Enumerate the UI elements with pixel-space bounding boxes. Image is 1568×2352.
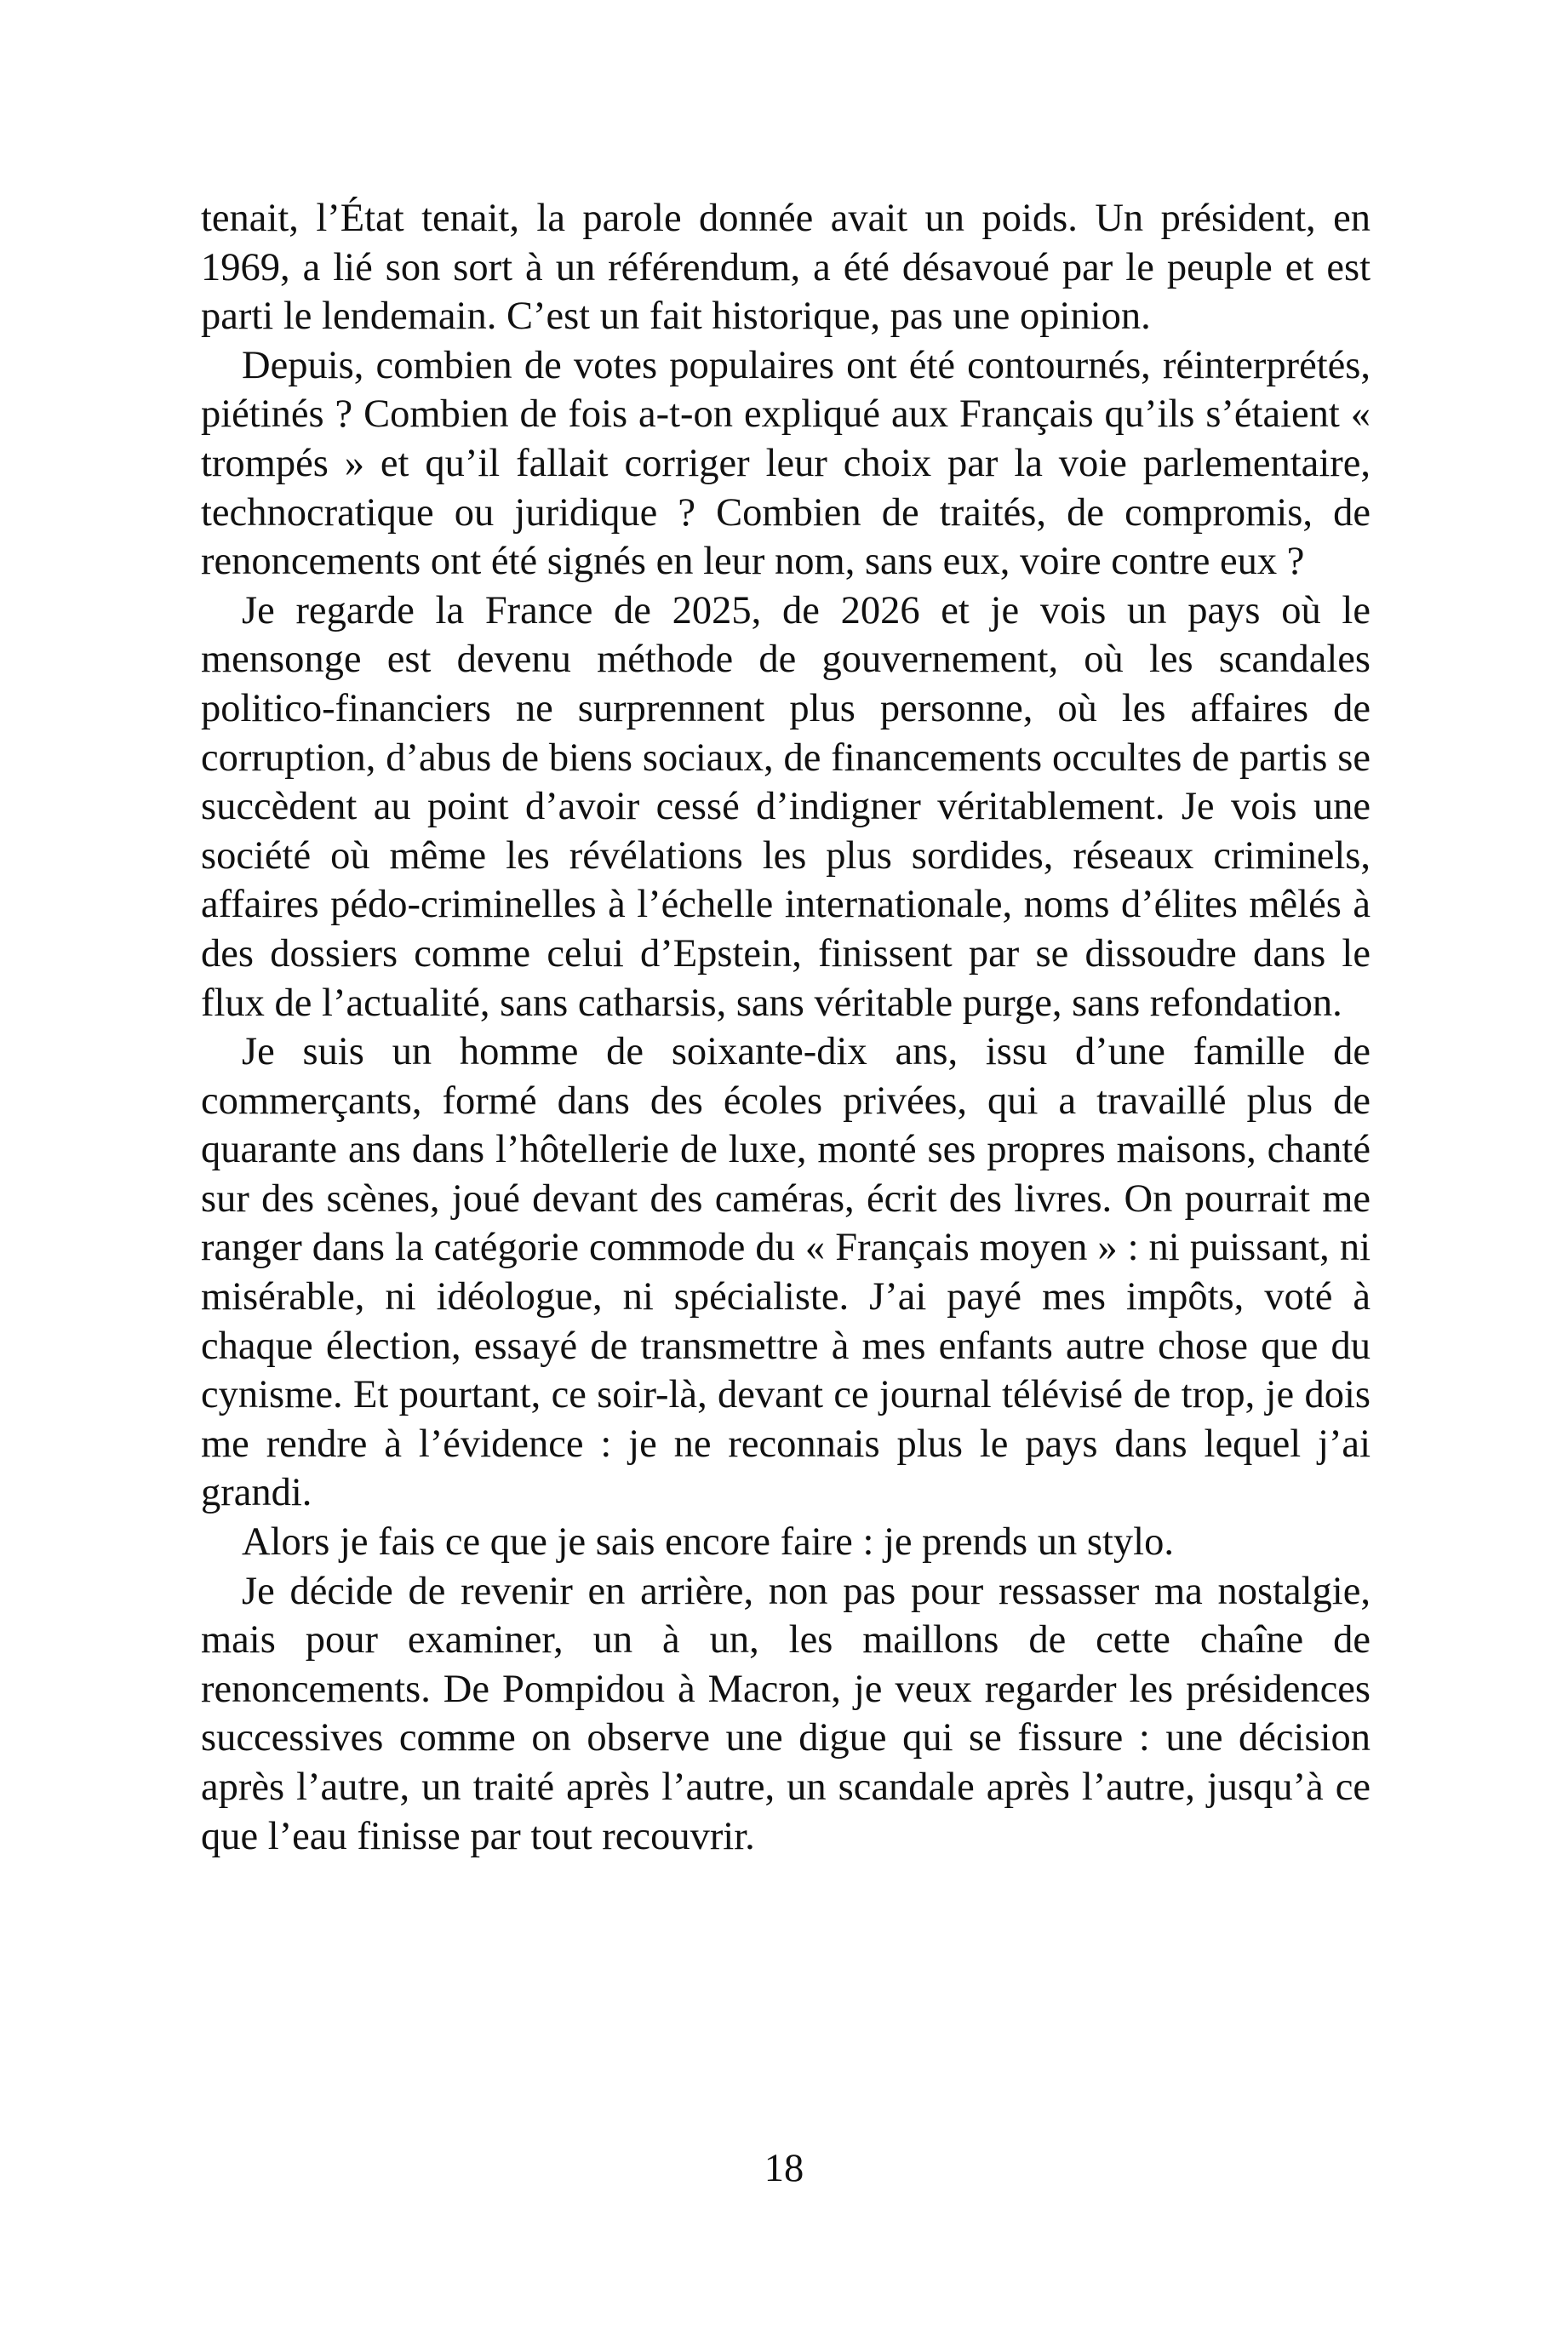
paragraph-5: Alors je fais ce que je sais encore faire : je prends un stylo. — [242, 1520, 1174, 1565]
body-text — [201, 194, 1371, 1861]
paragraph-2: Depuis, combien de votes populaires ont été contournés, réinterprétés, piétinés ? Combien de fois a-t-on expliqué aux Français qu’ils s’étaient « trompés » et qu’il fallait corriger leur choix par la voie parlementaire, technocratique ou juridique ? Combien de traités, de compromis, de renoncements ont été signés en leur nom, sans eux, voire contre eux ? — [201, 343, 1371, 584]
page-number: 18 — [764, 2147, 804, 2190]
paragraph-1: tenait, l’État tenait, la parole donnée avait un poids. Un président, en 1969, a lié son sort à un référendum, a été désavoué par le peuple et est parti le lendemain. C’est un fait historique, pas une opinion. — [201, 197, 1371, 339]
paragraph-6: Je décide de revenir en arrière, non pas pour ressasser ma nostalgie, mais pour examiner, un à un, les maillons de cette chaîne de renoncements. De Pompidou à Macron, je veux regarder les présidences successives comme on observe une digue qui se fissure : une décision après l’autre, un traité après l’autre, un scandale après l’autre, jusqu’à ce que l’eau finisse par tout recouvrir. — [201, 1569, 1371, 1858]
paragraph-4: Je suis un homme de soixante-dix ans, issu d’une famille de commerçants, formé dans des écoles privées, qui a travaillé plus de quarante ans dans l’hôtellerie de luxe, monté ses propres maisons, chanté sur des scènes, joué devant des caméras, écrit des livres. On pourrait me ranger dans la catégorie commode du « Français moyen » : ni puissant, ni misérable, ni idéologue, ni spécialiste. J’ai payé mes impôts, voté à chaque élection, essayé de transmettre à mes enfants autre chose que du cynisme. Et pourtant, ce soir-là, devant ce journal télévisé de trop, je dois me rendre à l’évidence : je ne reconnais plus le pays dans lequel j’ai grandi. — [201, 1030, 1371, 1515]
paragraph-3: Je regarde la France de 2025, de 2026 et je vois un pays où le mensonge est devenu méthode de gouvernement, où les scandales politico-financiers ne surprennent plus personne, où les affaires de corruption, d’abus de biens sociaux, de financements occultes de partis se succèdent au point d’avoir cessé d’indigner véritablement. Je vois une société où même les révélations les plus sordides, réseaux criminels, affaires pédo-criminelles à l’échelle internationale, noms d’élites mêlés à des dossiers comme celui d’Epstein, finissent par se dissoudre dans le flux de l’actualité, sans catharsis, sans véritable purge, sans refondation. — [201, 588, 1371, 1025]
